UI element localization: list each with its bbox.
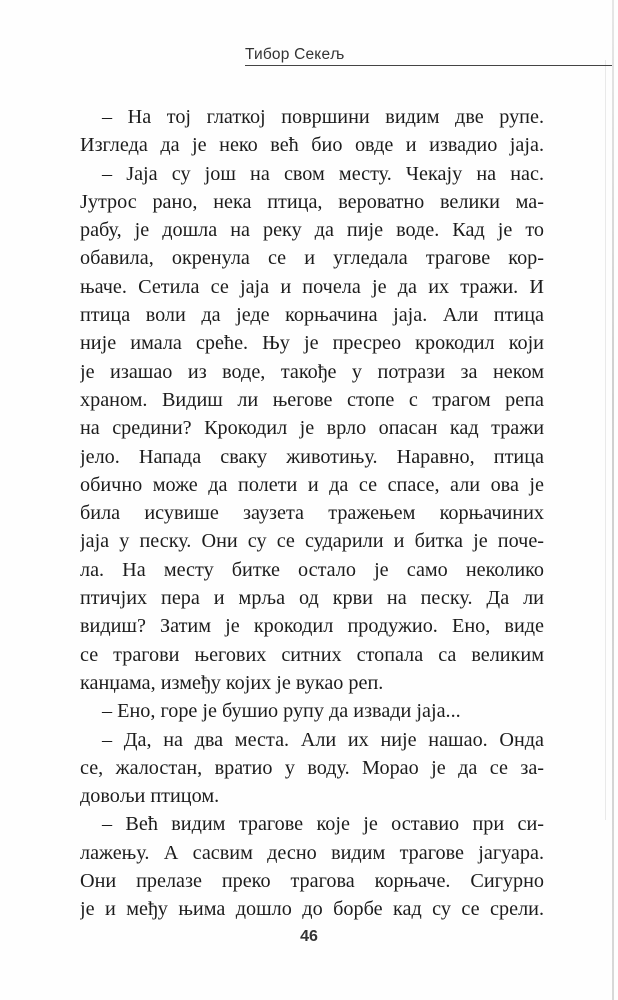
text-line: јаја у песку. Они су се сударили и битка је поче- — [80, 530, 544, 553]
text-line: ла. На месту битке остало је само неколико — [80, 558, 544, 581]
page-edge-line — [605, 60, 606, 820]
page-number: 46 — [300, 928, 318, 945]
text-line: на средини? Крокодил је врло опасан кад тражи — [80, 417, 544, 440]
text-line: се, жалостан, вратио у воду. Морао је да се за- — [80, 756, 544, 779]
text-line: је и међу њима дошло до борбе кад су се срели. — [80, 898, 544, 921]
text-line: обавила, окренула се и угледала трагове кор- — [80, 247, 544, 270]
text-line: рабу, је дошла на реку да пије воде. Кад је то — [80, 219, 544, 242]
text-line: била исувише заузета тражењем корњачиних — [80, 502, 544, 525]
text-line: није имала среће. Њу је пресрео крокодил који — [80, 332, 544, 355]
text-line: – Да, на два места. Али их није нашао. Онда — [102, 728, 544, 751]
text-line: довољи птицом. — [80, 785, 220, 808]
running-head: Тибор Секељ — [245, 46, 345, 63]
running-head-rule — [245, 65, 612, 66]
body-text — [80, 103, 544, 924]
text-line: храном. Видиш ли његове стопе с трагом репа — [80, 388, 544, 411]
text-line: Јутрос рано, нека птица, вероватно велики ма- — [80, 190, 544, 213]
page-edge-shadow — [612, 0, 614, 1000]
text-line: обично може да полети и да се спасе, али ова је — [80, 473, 544, 496]
text-line: птица воли да једе корњачина јаја. Али птица — [80, 304, 544, 327]
text-line: – На тој глаткој површини видим две рупе. — [102, 106, 544, 128]
text-line: видиш? Затим је крокодил продужио. Ено, виде — [80, 615, 544, 638]
text-line: јело. Напада сваку животињу. Наравно, птица — [80, 445, 544, 468]
text-line: – Јаја су још на свом месту. Чекају на нас. — [102, 162, 544, 185]
text-line: – Већ видим трагове које је оставио при си- — [102, 813, 544, 836]
text-line: – Ено, горе је бушио рупу да извади јаја... — [102, 700, 461, 723]
text-line: лажењу. А сасвим десно видим трагове јагуара. — [80, 841, 544, 864]
text-line: Изгледа да је неко већ био овде и извадио јаја. — [80, 134, 544, 157]
text-line: се трагови његових ситних стопала са великим — [80, 643, 544, 666]
text-line: канџама, између којих је вукао реп. — [80, 671, 384, 694]
text-line: птичјих пера и мрља од крви на песку. Да ли — [80, 587, 544, 610]
text-line: је изашао из воде, такође у потрази за неком — [80, 360, 544, 383]
text-line: њаче. Сетила се јаја и почела је да их тражи. И — [80, 275, 544, 298]
text-line: Они прелазе преко трагова корњаче. Сигурно — [80, 870, 544, 893]
